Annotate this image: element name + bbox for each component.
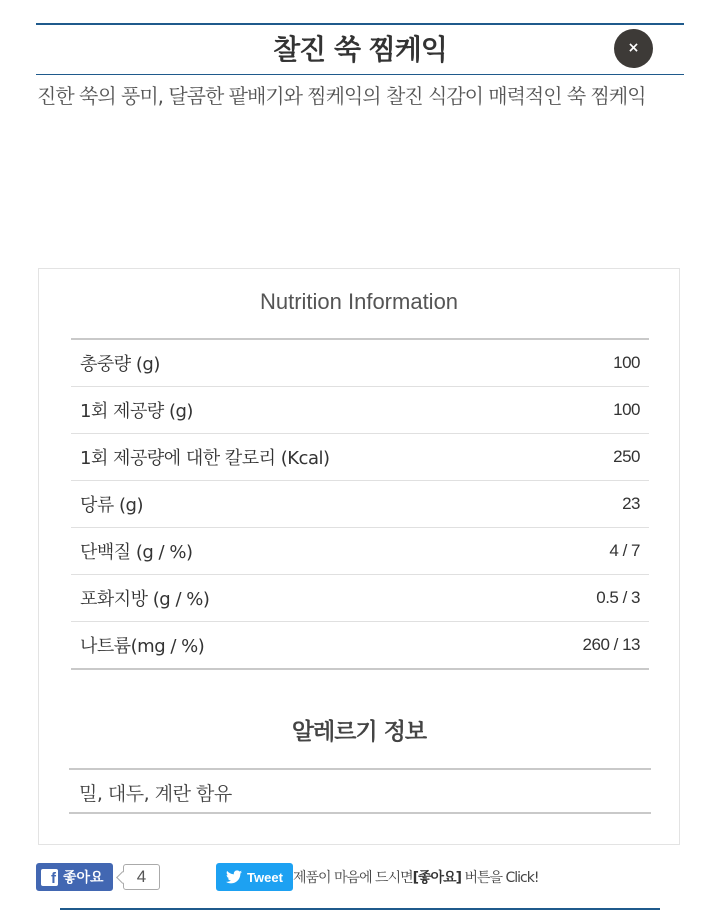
nutrition-value: 0.5 / 3 [596, 588, 640, 607]
twitter-bird-icon [226, 870, 242, 884]
product-title: 찰진 쑥 찜케익 [273, 33, 447, 66]
facebook-like-button[interactable] [36, 863, 113, 891]
like-count-bubble [123, 864, 160, 890]
nutrition-panel [38, 268, 680, 845]
nutrition-label: 1회 제공량 (g) [80, 401, 193, 422]
bottom-divider [60, 908, 660, 910]
product-description: 진한 쑥의 풍미, 달콤한 팥배기와 찜케익의 찰진 식감이 매력적인 쑥 찜케익 [37, 84, 646, 108]
nutrition-value: 23 [622, 494, 640, 513]
nutrition-row [71, 433, 649, 480]
nutrition-row [71, 527, 649, 574]
like-label: 좋아요 [63, 870, 104, 886]
nutrition-row [71, 340, 649, 386]
nutrition-label: 단백질 (g / %) [80, 542, 193, 563]
facebook-icon: f [41, 869, 58, 886]
tweet-button[interactable] [216, 863, 293, 891]
promo-prefix: 제품이 마음에 드시면 [293, 870, 413, 886]
nutrition-table [71, 338, 649, 670]
promo-highlight: [좋아요] [412, 870, 461, 886]
nutrition-value: 100 [613, 400, 640, 419]
nutrition-value: 260 / 13 [582, 635, 640, 654]
top-divider [36, 23, 684, 25]
title-divider [36, 74, 684, 75]
tweet-label: Tweet [247, 869, 283, 885]
nutrition-row [71, 480, 649, 527]
nutrition-value: 100 [613, 353, 640, 372]
allergy-title: 알레르기 정보 [291, 719, 427, 745]
nutrition-label: 1회 제공량에 대한 칼로리 (Kcal) [80, 448, 330, 469]
nutrition-label: 포화지방 (g / %) [80, 589, 210, 610]
nutrition-row [71, 621, 649, 668]
like-count: 4 [136, 867, 147, 886]
nutrition-row [71, 386, 649, 433]
nutrition-label: 총중량 (g) [80, 354, 160, 375]
nutrition-value: 4 / 7 [609, 541, 640, 560]
close-icon[interactable]: × [627, 40, 640, 56]
nutrition-title: Nutrition Information [259, 289, 459, 314]
close-button[interactable] [614, 29, 653, 68]
nutrition-value: 250 [613, 447, 640, 466]
allergy-box [69, 768, 651, 814]
nutrition-row [71, 574, 649, 621]
promo-suffix: 버튼을 Click! [461, 870, 539, 886]
like-promo-text [293, 867, 538, 887]
nutrition-label: 당류 (g) [80, 495, 143, 516]
allergy-text: 밀, 대두, 계란 함유 [79, 783, 232, 805]
nutrition-label: 나트륨(mg / %) [80, 636, 205, 657]
